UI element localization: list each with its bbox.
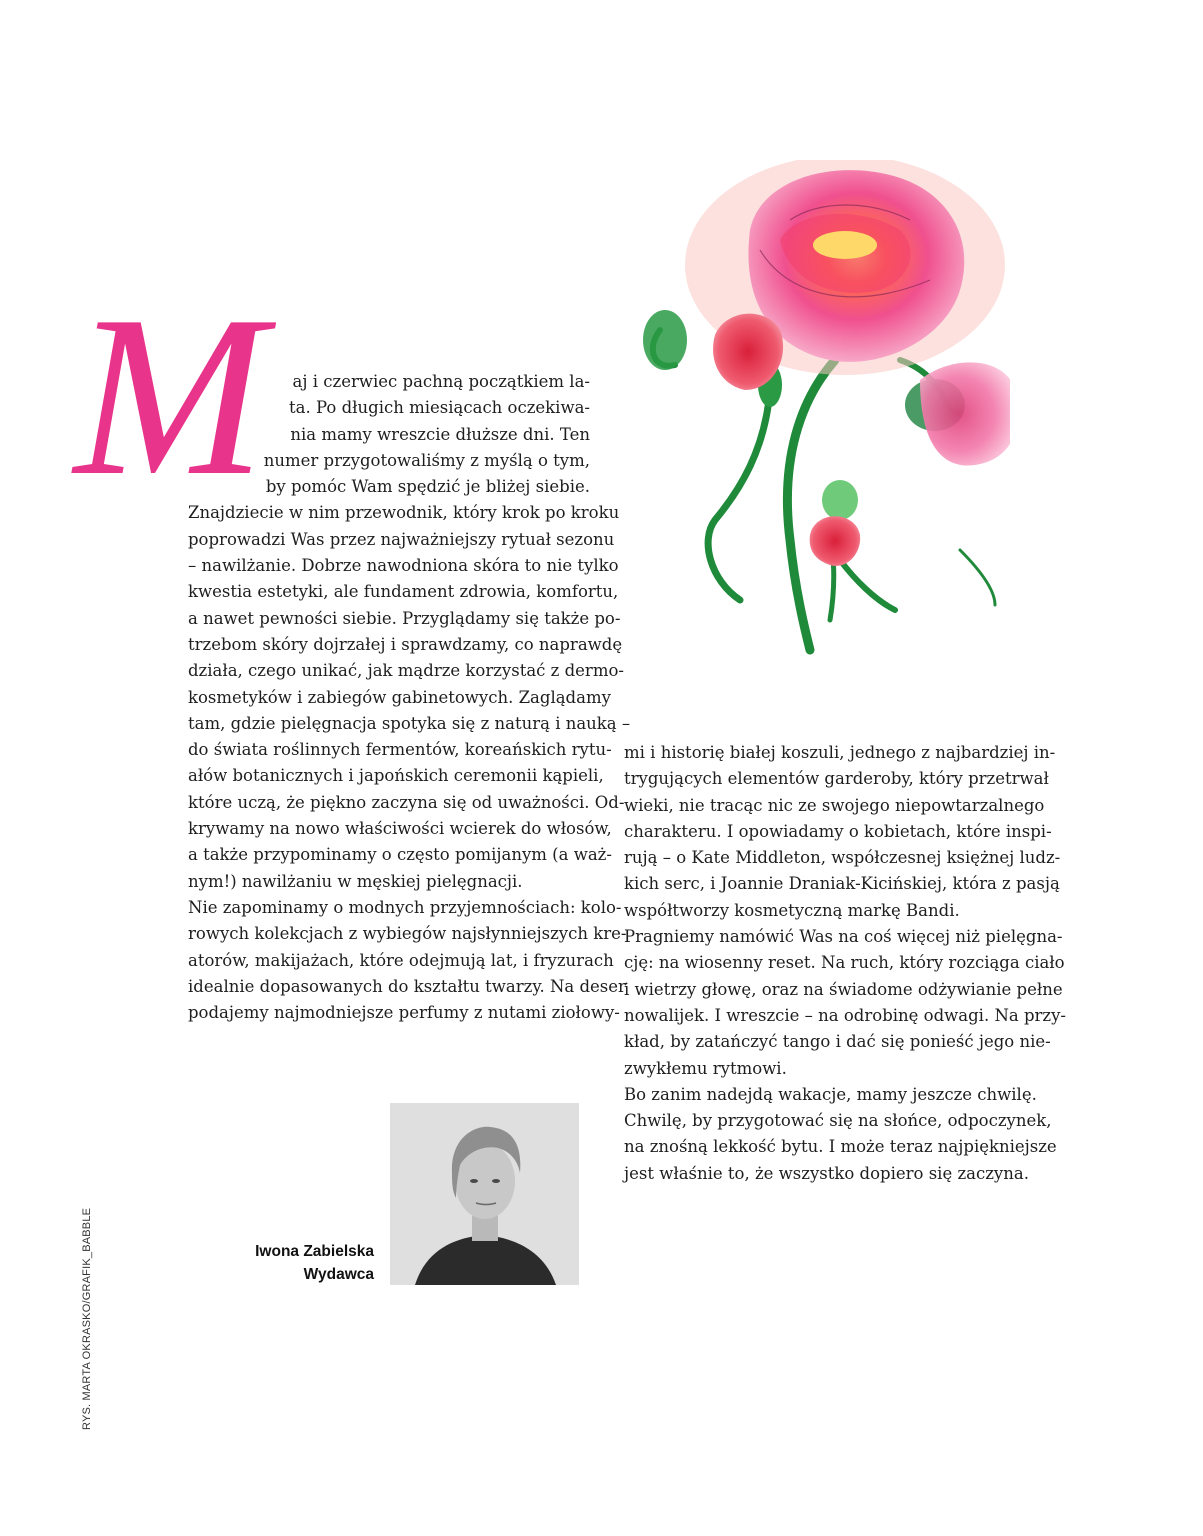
text-line: nym!) nawilżaniu w męskiej pielęgnacji.: [188, 871, 523, 891]
text-line: Nie zapominamy o modnych przyjemnościach: kolo-: [188, 897, 622, 917]
red-bud-lower: [810, 516, 860, 566]
text-line: rowych kolekcjach z wybiegów najsłynniejszych kre-: [188, 924, 627, 944]
text-line: – nawilżanie. Dobrze nawodniona skóra to nie tylko: [188, 556, 619, 576]
text-line: poprowadzi Was przez najważniejszy rytuał sezonu: [188, 529, 615, 549]
text-line: działa, czego unikać, jak mądrze korzystać z dermo-: [188, 661, 624, 681]
text-line: ta. Po długich miesiącach oczekiwa-: [289, 398, 590, 418]
text-line: Pragniemy namówić Was na coś więcej niż pielęgna-: [624, 927, 1063, 947]
text-line: a także przypominamy o często pomijanym (a waż-: [188, 845, 612, 865]
text-line: idealnie dopasowanych do kształtu twarzy. Na deser: [188, 976, 626, 996]
text-line: Znajdziecie w nim przewodnik, który krok po kroku: [188, 503, 620, 523]
text-line: atorów, makijażach, które odejmują lat, i fryzurach: [188, 950, 614, 970]
text-line: Chwilę, by przygotować się na słońce, odpoczynek,: [624, 1111, 1052, 1131]
text-line: które uczą, że piękno zaczyna się od uważności. Od-: [188, 792, 625, 812]
text-line: tam, gdzie pielęgnacja spotyka się z naturą i nauką –: [188, 713, 631, 733]
drop-cap: M: [74, 268, 266, 523]
text-line: by pomóc Wam spędzić je bliżej siebie.: [265, 477, 590, 497]
paragraph-intro: [188, 369, 631, 895]
signature-role: Wydawca: [303, 1266, 374, 1283]
watercolor-flowers-illustration: [630, 160, 1010, 660]
text-line: mi i historię białej koszuli, jednego z najbardziej in-: [624, 743, 1056, 762]
text-line: nia mamy wreszcie dłuższe dni. Ten: [290, 424, 590, 444]
text-line: jest właśnie to, że wszystko dopiero się zaczyna.: [624, 1163, 1029, 1183]
text-line: kład, by zatańczyć tango i dać się ponieść jego nie-: [624, 1032, 1051, 1052]
text-line: Bo zanim nadejdą wakacje, mamy jeszcze chwilę.: [624, 1084, 1037, 1104]
text-line: trzebom skóry dojrzałej i sprawdzamy, co naprawdę: [188, 634, 623, 654]
paragraph-reset: [624, 924, 1067, 1082]
text-line: na znośną lekkość bytu. I może teraz najpiękniejsze: [624, 1137, 1057, 1157]
paragraph-shirt: [624, 740, 1061, 924]
text-line: ałów botanicznych i japońskich ceremonii kąpieli,: [188, 766, 604, 786]
text-line: kich serc, i Joannie Draniak-Kicińskiej, która z pasją: [624, 874, 1060, 894]
text-line: zwykłemu rytmowi.: [624, 1058, 787, 1078]
paragraph-fashion: [188, 895, 627, 1026]
text-line: krywamy na nowo właściwości wcierek do włosów,: [188, 819, 612, 839]
text-line: nowalijek. I wreszcie – na odrobinę odwagi. Na przy-: [624, 1005, 1067, 1025]
right-text-column: [624, 740, 1067, 1187]
text-line: cję: na wiosenny reset. Na ruch, który rozciąga ciało: [624, 953, 1065, 973]
signature: [200, 1240, 374, 1286]
text-line: a nawet pewności siebie. Przyglądamy się także po-: [188, 608, 621, 628]
text-line: kosmetyków i zabiegów gabinetowych. Zaglądamy: [188, 687, 611, 707]
paragraph-closing: [624, 1082, 1057, 1187]
text-line: współtworzy kosmetyczną markę Bandi.: [624, 900, 960, 920]
pink-flower-right: [920, 362, 1010, 465]
text-line: rują – o Kate Middleton, współczesnej księżnej ludz-: [624, 848, 1061, 868]
credit-text: RYS. MARTA OKRASKO/GRAFIK_BABBLE: [81, 1207, 93, 1430]
text-line: trygujących elementów garderoby, który przetrwał: [624, 769, 1049, 789]
text-line: wieki, nie tracąc nic ze swojego niepowtarzalnego: [624, 795, 1045, 815]
text-line: kwestia estetyki, ale fundament zdrowia, komfortu,: [188, 582, 619, 602]
left-text-column: [188, 369, 631, 1026]
text-line: charakteru. I opowiadamy o kobietach, które inspi-: [624, 821, 1052, 841]
text-line: aj i czerwiec pachną początkiem la-: [292, 372, 590, 391]
text-line: do świata roślinnych fermentów, koreańskich rytu-: [188, 740, 612, 760]
text-line: i wietrzy głowę, oraz na świadome odżywianie pełne: [624, 979, 1063, 999]
text-line: podajemy najmodniejsze perfumy z nutami ziołowy-: [188, 1003, 620, 1023]
signature-name: Iwona Zabielska: [255, 1243, 374, 1260]
text-line: numer przygotowaliśmy z myślą o tym,: [263, 450, 590, 470]
portrait-photo: [390, 1103, 579, 1285]
